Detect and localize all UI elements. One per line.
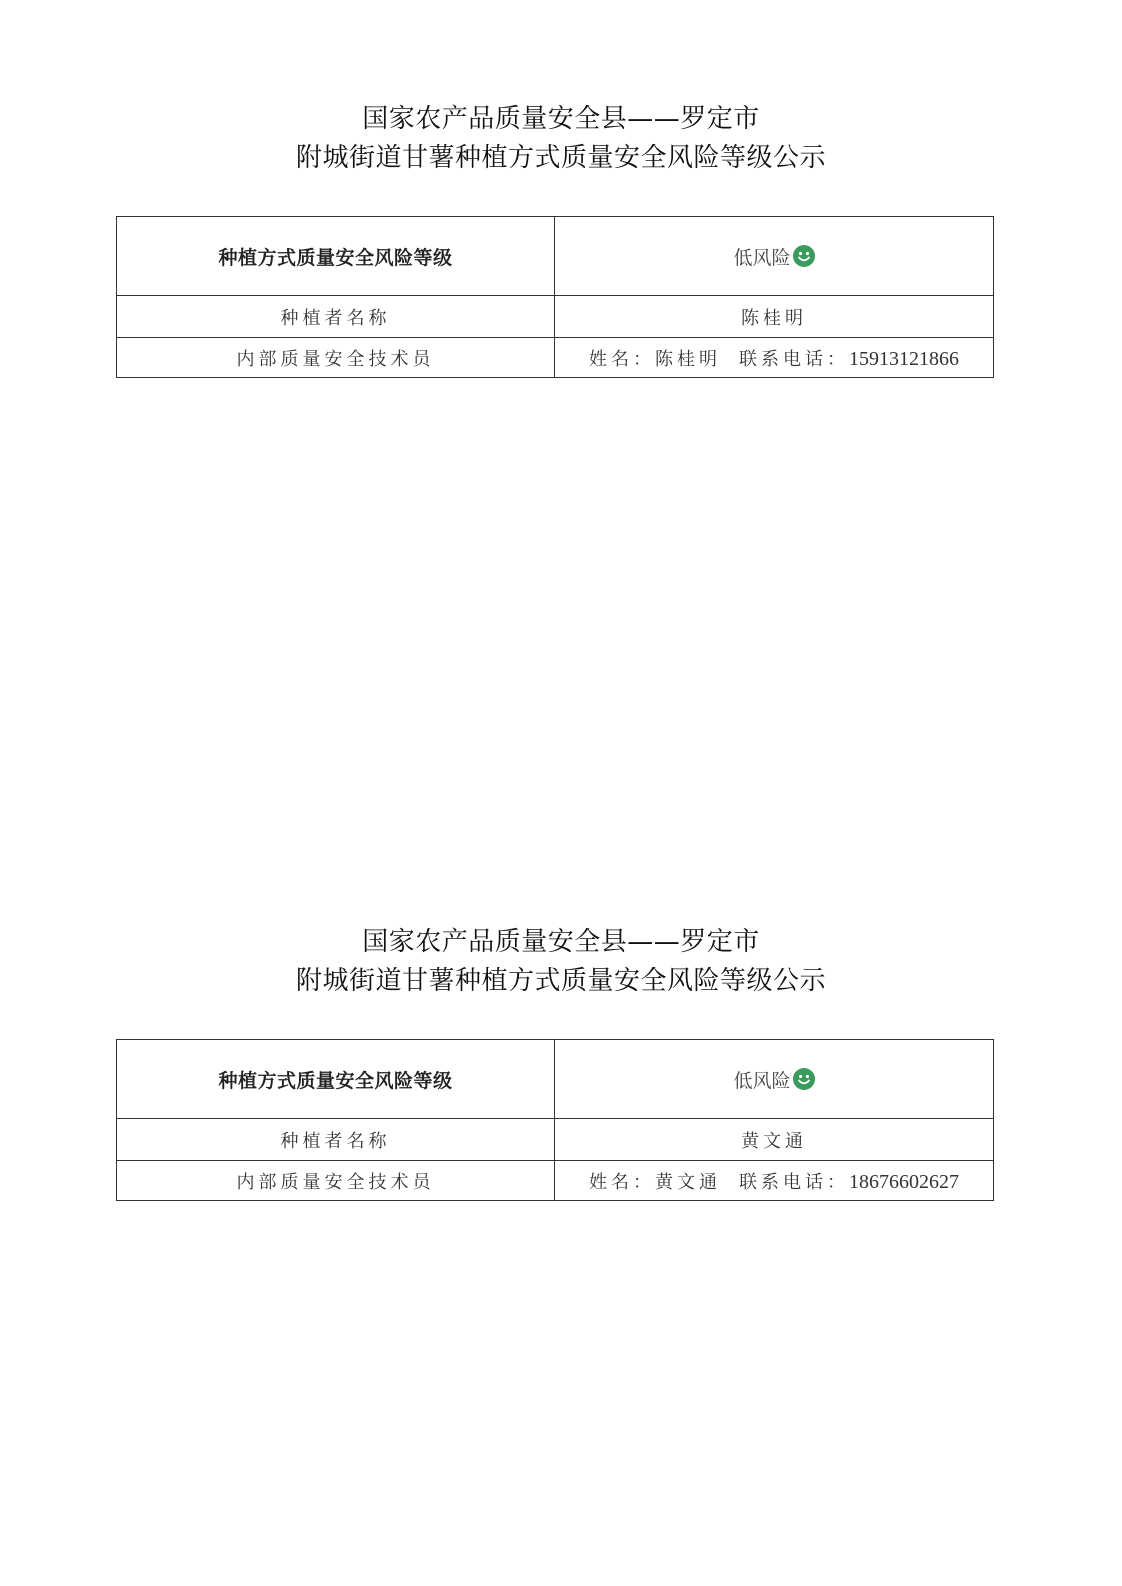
- technician-phone: 15913121866: [849, 347, 959, 370]
- technician-label-cell: [117, 338, 555, 378]
- grower-name: 陈桂明: [741, 307, 807, 329]
- risk-info-table: [116, 216, 994, 378]
- notice-title-line-2: 附城街道甘薯种植方式质量安全风险等级公示: [295, 143, 826, 173]
- notice-title: [0, 100, 1122, 178]
- notice-title: [0, 923, 1122, 1001]
- grower-label-cell: [117, 1119, 555, 1161]
- notice-title-line-1: 国家农产品质量安全县——罗定市: [362, 927, 760, 957]
- technician-name-key: 姓名：: [589, 1171, 655, 1193]
- risk-notice-1: [0, 100, 1122, 370]
- technician-label: 内部质量安全技术员: [236, 1171, 435, 1193]
- technician-label-cell: [117, 1161, 555, 1201]
- table-row-technician: [117, 338, 994, 378]
- technician-value-cell: [555, 1161, 994, 1201]
- technician-phone-key: 联系电话：: [739, 348, 849, 370]
- grower-value-cell: [555, 296, 994, 338]
- table-row-risk-level: [117, 217, 994, 296]
- technician-name-key: 姓名：: [589, 348, 655, 370]
- technician-phone-key: 联系电话：: [739, 1171, 849, 1193]
- technician-contact: [589, 349, 959, 370]
- technician-name: 黄文通: [655, 1171, 721, 1193]
- risk-level-value-cell: [555, 217, 994, 296]
- notice-title-line-1: 国家农产品质量安全县——罗定市: [362, 104, 760, 134]
- grower-label: 种植者名称: [280, 307, 391, 329]
- risk-level-label-cell: [117, 1040, 555, 1119]
- risk-info-table: [116, 1039, 994, 1201]
- notice-title-line-2: 附城街道甘薯种植方式质量安全风险等级公示: [295, 966, 826, 996]
- grower-name: 黄文通: [741, 1130, 807, 1152]
- technician-name: 陈桂明: [655, 348, 721, 370]
- risk-level-label-cell: [117, 217, 555, 296]
- grower-value-cell: [555, 1119, 994, 1161]
- risk-level-label: 种植方式质量安全风险等级: [218, 246, 453, 269]
- technician-phone: 18676602627: [849, 1170, 959, 1193]
- technician-label: 内部质量安全技术员: [236, 348, 435, 370]
- table-row-technician: [117, 1161, 994, 1201]
- risk-level-value: 低风险: [733, 1069, 791, 1092]
- technician-contact: [589, 1172, 959, 1193]
- table-row-grower: [117, 1119, 994, 1161]
- risk-notice-2: [0, 923, 1122, 1193]
- smile-face-icon: [793, 245, 815, 267]
- risk-level-value: 低风险: [733, 246, 791, 269]
- risk-level-value-cell: [555, 1040, 994, 1119]
- table-row-risk-level: [117, 1040, 994, 1119]
- table-row-grower: [117, 296, 994, 338]
- smile-face-icon: [793, 1068, 815, 1090]
- technician-value-cell: [555, 338, 994, 378]
- risk-level-label: 种植方式质量安全风险等级: [218, 1069, 453, 1092]
- grower-label: 种植者名称: [280, 1130, 391, 1152]
- grower-label-cell: [117, 296, 555, 338]
